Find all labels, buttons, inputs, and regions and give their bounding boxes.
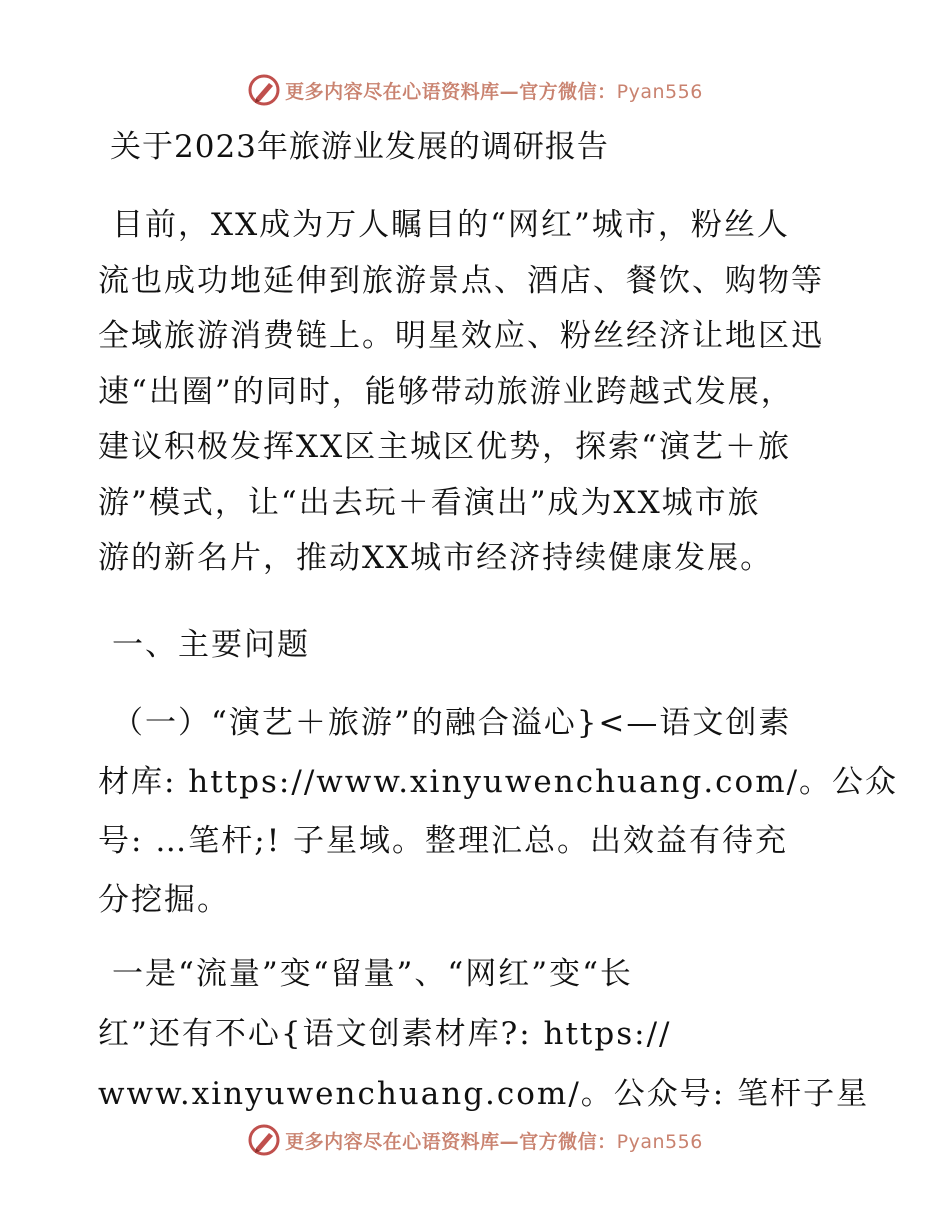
paragraph-line: 游的新名片，推动XX城市经济持续健康发展。 xyxy=(98,540,774,576)
paragraph-line: （一）“演艺＋旅游”的融合溢心}<—语文创素 xyxy=(112,705,792,741)
intro-paragraph xyxy=(98,198,858,587)
paragraph-line: 速“出圈”的同时，能够带动旅游业跨越式发展， xyxy=(98,373,794,410)
paragraph-line: 号: …笔杆;! 子星域。整理汇总。出效益有待充 xyxy=(98,823,789,859)
paragraph-line: 分挖掘。 xyxy=(98,882,230,918)
paragraph-line: 目前，XX成为万人瞩目的“网红”城市，粉丝人 xyxy=(112,207,790,243)
paragraph-line: 游”模式，让“出去玩＋看演出”成为XX城市旅 xyxy=(98,484,761,521)
banner-handle: Pyan556 xyxy=(616,1130,703,1153)
footer-banner xyxy=(0,1118,950,1162)
document-title: 关于2023年旅游业发展的调研报告 xyxy=(110,129,609,165)
paragraph-line: 全域旅游消费链上。明星效应、粉丝经济让地区迅 xyxy=(98,318,824,354)
point-paragraph xyxy=(98,944,870,1124)
paragraph-line: 红”还有不心{语文创素材库?: https:// xyxy=(98,1016,672,1052)
paragraph-line: 材库: https://www.xinyuwenchuang.com/。公众 xyxy=(98,764,899,800)
banner-text: 更多内容尽在心语资料库—官方微信：Pyan556 xyxy=(285,80,703,103)
paragraph-line: www.xinyuwenchuang.com/。公众号: 笔杆子星 xyxy=(98,1076,870,1112)
section-heading: 一、主要问题 xyxy=(112,627,310,663)
paragraph-line: 流也成功地延伸到旅游景点、酒店、餐饮、购物等 xyxy=(98,262,824,299)
header-banner xyxy=(0,68,950,112)
pen-logo-icon xyxy=(247,1123,281,1157)
paragraph-line: 建议积极发挥XX区主城区优势，探索“演艺＋旅 xyxy=(98,429,791,465)
paragraph-line: 一是“流量”变“留量”、“网红”变“长 xyxy=(112,956,633,992)
banner-text: 更多内容尽在心语资料库—官方微信：Pyan556 xyxy=(285,1130,703,1153)
banner-handle: Pyan556 xyxy=(616,80,703,103)
subsection-paragraph xyxy=(98,694,899,930)
pen-logo-icon xyxy=(247,73,281,107)
